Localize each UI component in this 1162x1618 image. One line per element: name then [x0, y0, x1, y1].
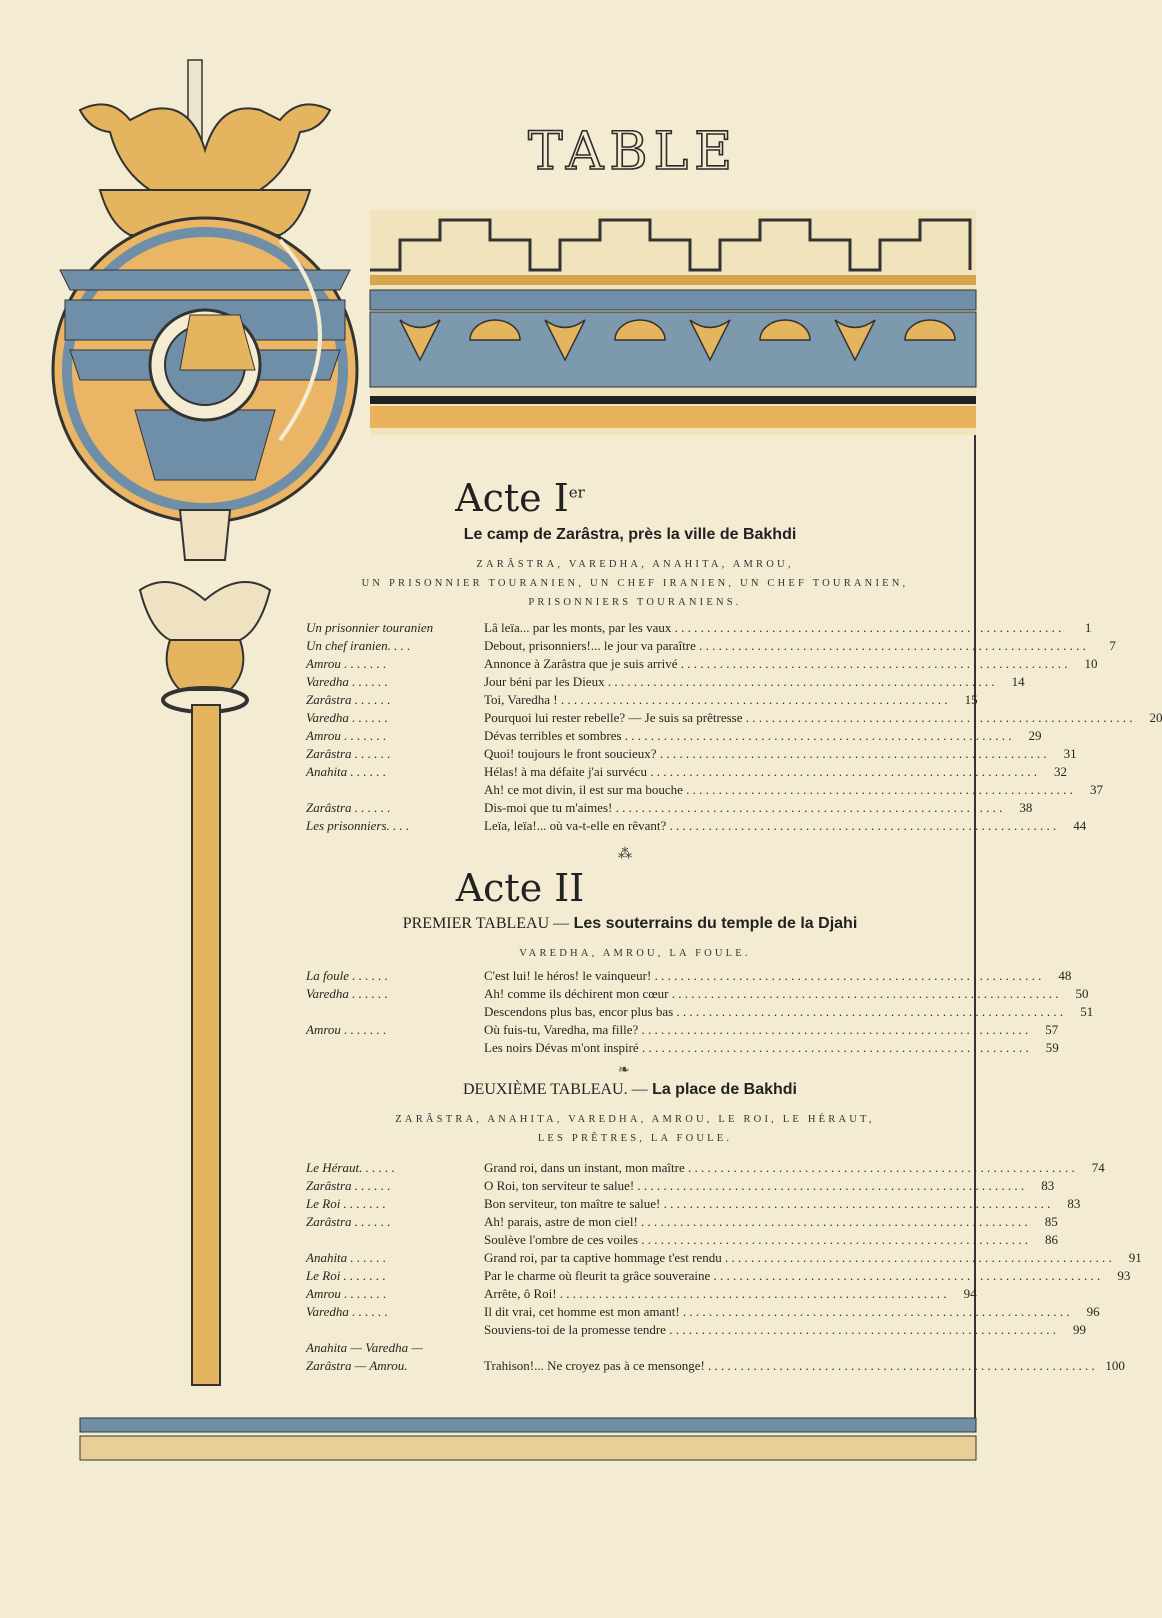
toc-entry[interactable] — [306, 1160, 1105, 1178]
page-number: 44 — [1073, 818, 1087, 833]
act-2-title: Acte II — [455, 866, 585, 910]
toc-entry[interactable] — [306, 620, 1092, 638]
toc-entry[interactable] — [306, 782, 1103, 800]
toc-entry[interactable] — [306, 1196, 1081, 1214]
toc-entry[interactable] — [306, 728, 1042, 746]
speaker: Zarâstra . . . . . . — [306, 692, 391, 707]
act-1-title: Acte I — [455, 476, 569, 520]
cast-line: ZARÂSTRA, ANAHITA, VAREDHA, AMROU, LE ROI, LE HÉRAUT, — [395, 1114, 875, 1125]
entry-line: O Roi, ton serviteur te salue! . . . . . . . . . . . . . . . . . . . . . . . . . . . . . . . . . . . . . . . . . . . . . . . . . . . . . . . . . . . . — [484, 1178, 1025, 1193]
tableau-label: PREMIER TABLEAU — — [402, 915, 570, 932]
page-number: 99 — [1072, 1322, 1086, 1337]
entry-line: Bon serviteur, ton maître te salue! . . . . . . . . . . . . . . . . . . . . . . . . . . . . . . . . . . . . . . . . . . . . . . . . . . . . . . . . . . . . — [484, 1196, 1051, 1211]
entry-line: Où fuis-tu, Varedha, ma fille? . . . . . . . . . . . . . . . . . . . . . . . . . . . . . . . . . . . . . . . . . . . . . . . . . . . . . . . . . . . . — [484, 1022, 1029, 1037]
entry-line: Debout, prisonniers!... le jour va paraître . . . . . . . . . . . . . . . . . . . . . . . . . . . . . . . . . . . . . . . . . . . . . . . . . . . . . . . . . . . . — [484, 638, 1086, 653]
speaker: La foule . . . . . . — [306, 968, 388, 983]
toc-entry[interactable] — [306, 764, 1067, 782]
toc-entry[interactable] — [306, 1022, 1059, 1040]
speaker: Amrou . . . . . . . — [306, 656, 387, 671]
page-number: 59 — [1045, 1040, 1059, 1055]
toc-entry[interactable] — [306, 710, 1162, 728]
entry-line: Pourquoi lui rester rebelle? — Je suis sa prêtresse . . . . . . . . . . . . . . . . . . . . . . . . . . . . . . . . . . . . . . . . . . . . . . . . . . . . . . . . . . . . — [484, 710, 1133, 725]
toc-entry[interactable] — [306, 1304, 1100, 1322]
act-1-ordinal-suffix: er — [568, 483, 585, 502]
speaker: Zarâstra . . . . . . — [306, 746, 391, 761]
page-number: 93 — [1117, 1268, 1131, 1283]
entry-line: Jour béni par les Dieux . . . . . . . . . . . . . . . . . . . . . . . . . . . . . . . . . . . . . . . . . . . . . . . . . . . . . . . . . . . . — [484, 674, 995, 689]
toc-entry[interactable] — [306, 1178, 1055, 1196]
page-number: 57 — [1045, 1022, 1059, 1037]
toc-entry[interactable] — [306, 800, 1033, 818]
entry-line: Grand roi, dans un instant, mon maître . . . . . . . . . . . . . . . . . . . . . . . . . . . . . . . . . . . . . . . . . . . . . . . . . . . . . . . . . . . . — [484, 1160, 1075, 1175]
toc-entry[interactable] — [306, 1286, 977, 1304]
speaker: Amrou . . . . . . . — [306, 1022, 387, 1037]
entry-line: Grand roi, par ta captive hommage t'est rendu . . . . . . . . . . . . . . . . . . . . . . . . . . . . . . . . . . . . . . . . . . . . . . . . . . . . . . . . . . . . — [484, 1250, 1112, 1265]
entry-line: Il dit vrai, cet homme est mon amant! . . . . . . . . . . . . . . . . . . . . . . . . . . . . . . . . . . . . . . . . . . . . . . . . . . . . . . . . . . . . — [484, 1304, 1070, 1319]
speaker: Le Roi . . . . . . . — [306, 1268, 386, 1283]
cast-line: LES PRÊTRES, LA FOULE. — [537, 1133, 733, 1144]
speaker: Amrou . . . . . . . — [306, 1286, 387, 1301]
section-ornament: ⁂ — [618, 847, 632, 862]
page-number: 50 — [1075, 986, 1089, 1001]
speaker: Anahita . . . . . . — [306, 1250, 387, 1265]
tableau-2-cast — [290, 1110, 980, 1148]
page-number: 91 — [1128, 1250, 1142, 1265]
toc-entry[interactable] — [306, 818, 1087, 836]
bottom-border — [80, 1418, 976, 1466]
toc-entry[interactable] — [306, 1232, 1058, 1250]
entry-line: Lâ leïa... par les monts, par les vaux . . . . . . . . . . . . . . . . . . . . . . . . . . . . . . . . . . . . . . . . . . . . . . . . . . . . . . . . . . . . — [484, 620, 1062, 635]
speaker: Zarâstra . . . . . . — [306, 1178, 391, 1193]
page-number: 15 — [964, 692, 978, 707]
page-title: TABLE — [528, 122, 739, 182]
act-2-heading — [0, 866, 1040, 910]
act-1-cast — [290, 555, 980, 612]
cast-line: PRISONNIERS TOURANIENS. — [528, 597, 742, 608]
decorative-frieze — [370, 210, 976, 435]
page-number: 86 — [1044, 1232, 1058, 1247]
entry-line: Arrête, ô Roi! . . . . . . . . . . . . . . . . . . . . . . . . . . . . . . . . . . . . . . . . . . . . . . . . . . . . . . . . . . . . — [484, 1286, 947, 1301]
toc-entry[interactable] — [306, 692, 978, 710]
toc-entry[interactable] — [306, 1340, 958, 1358]
entry-line: Ah! comme ils déchirent mon cœur . . . . . . . . . . . . . . . . . . . . . . . . . . . . . . . . . . . . . . . . . . . . . . . . . . . . . . . . . . . . — [484, 986, 1059, 1001]
entry-line: Descendons plus bas, encor plus bas . . . . . . . . . . . . . . . . . . . . . . . . . . . . . . . . . . . . . . . . . . . . . . . . . . . . . . . . . . . . — [484, 1004, 1064, 1019]
speaker: Varedha . . . . . . — [306, 710, 388, 725]
speaker: Un prisonnier touranien — [306, 620, 434, 635]
page-number: 48 — [1058, 968, 1072, 983]
speaker: Le Roi . . . . . . . — [306, 1196, 386, 1211]
speaker: Anahita — Varedha — — [306, 1340, 423, 1355]
toc-entry[interactable] — [306, 968, 1072, 986]
toc-entry[interactable] — [306, 638, 1116, 656]
toc-entry[interactable] — [306, 1004, 1094, 1022]
page-number: 32 — [1053, 764, 1067, 779]
page-number: 85 — [1044, 1214, 1058, 1229]
tableau-scene: Les souterrains du temple de la Djahi — [573, 915, 858, 932]
speaker: Zarâstra . . . . . . — [306, 1214, 391, 1229]
entry-line: C'est lui! le héros! le vainqueur! . . . . . . . . . . . . . . . . . . . . . . . . . . . . . . . . . . . . . . . . . . . . . . . . . . . . . . . . . . . . — [484, 968, 1042, 983]
cast-line: UN PRISONNIER TOURANIEN, UN CHEF IRANIEN, UN CHEF TOURANIEN, — [361, 578, 909, 589]
entry-line: Soulève l'ombre de ces voiles . . . . . . . . . . . . . . . . . . . . . . . . . . . . . . . . . . . . . . . . . . . . . . . . . . . . . . . . . . . . — [484, 1232, 1028, 1247]
toc-entry[interactable] — [306, 1268, 1131, 1286]
entry-line: Souviens-toi de la promesse tendre . . . . . . . . . . . . . . . . . . . . . . . . . . . . . . . . . . . . . . . . . . . . . . . . . . . . . . . . . . . . — [484, 1322, 1056, 1337]
page-number: 37 — [1089, 782, 1103, 797]
speaker: Varedha . . . . . . — [306, 674, 388, 689]
speaker: Zarâstra — Amrou. — [306, 1358, 408, 1373]
page-number: 74 — [1091, 1160, 1105, 1175]
toc-entry[interactable] — [306, 674, 1025, 692]
speaker: Anahita . . . . . . — [306, 764, 387, 779]
tableau-1-title — [290, 915, 970, 933]
act-1-heading — [0, 476, 1040, 520]
tableau-scene: La place de Bakhdi — [652, 1081, 797, 1098]
entry-line: Toi, Varedha ! . . . . . . . . . . . . . . . . . . . . . . . . . . . . . . . . . . . . . . . . . . . . . . . . . . . . . . . . . . . . — [484, 692, 948, 707]
toc-entry[interactable] — [306, 746, 1077, 764]
page-number: 83 — [1067, 1196, 1081, 1211]
entry-line: Leïa, leïa!... où va-t-elle en rêvant? . . . . . . . . . . . . . . . . . . . . . . . . . . . . . . . . . . . . . . . . . . . . . . . . . . . . . . . . . . . . — [484, 818, 1057, 833]
page-number: 10 — [1084, 656, 1098, 671]
speaker: Varedha . . . . . . — [306, 1304, 388, 1319]
page-number: 29 — [1028, 728, 1042, 743]
toc-entry[interactable] — [306, 1040, 1059, 1058]
entry-line: Dis-moi que tu m'aimes! . . . . . . . . . . . . . . . . . . . . . . . . . . . . . . . . . . . . . . . . . . . . . . . . . . . . . . . . . . . . — [484, 800, 1003, 815]
toc-entry[interactable] — [306, 1250, 1142, 1268]
page-number: 100 — [1105, 1358, 1125, 1373]
act-1-entries — [306, 620, 1162, 836]
tableau-2-entries — [306, 1160, 1142, 1376]
cast-line: VAREDHA, AMROU, LA FOULE. — [519, 948, 751, 959]
page-number: 94 — [963, 1286, 977, 1301]
entry-line: Par le charme où fleurit ta grâce souveraine . . . . . . . . . . . . . . . . . . . . . . . . . . . . . . . . . . . . . . . . . . . . . . . . . . . . . . . . . . . . — [484, 1268, 1101, 1283]
entry-line: Trahison!... Ne croyez pas à ce mensonge! . . . . . . . . . . . . . . . . . . . . . . . . . . . . . . . . . . . . . . . . . . . . . . . . . . . . . . . . . . . . — [484, 1358, 1095, 1373]
page-number: 7 — [1109, 638, 1116, 653]
speaker: Les prisonniers. . . . — [306, 818, 410, 833]
page-number: 51 — [1080, 1004, 1094, 1019]
speaker: Le Héraut. . . . . . — [306, 1160, 395, 1175]
toc-entry[interactable] — [306, 656, 1098, 674]
speaker: Amrou . . . . . . . — [306, 728, 387, 743]
toc-entry[interactable] — [306, 1358, 1125, 1376]
speaker: Un chef iranien. . . . — [306, 638, 411, 653]
page-number: 31 — [1063, 746, 1077, 761]
entry-line: Les noirs Dévas m'ont inspiré . . . . . . . . . . . . . . . . . . . . . . . . . . . . . . . . . . . . . . . . . . . . . . . . . . . . . . . . . . . . — [484, 1040, 1029, 1055]
toc-entry[interactable] — [306, 1322, 1086, 1340]
speaker: Zarâstra . . . . . . — [306, 800, 391, 815]
entry-line: Hélas! à ma défaite j'ai survécu . . . . . . . . . . . . . . . . . . . . . . . . . . . . . . . . . . . . . . . . . . . . . . . . . . . . . . . . . . . . — [484, 764, 1037, 779]
tableau-2-title — [290, 1081, 970, 1099]
tableau-1-cast — [290, 944, 980, 963]
page-number: 20 — [1149, 710, 1162, 725]
speaker: Varedha . . . . . . — [306, 986, 388, 1001]
toc-entry[interactable] — [306, 1214, 1058, 1232]
toc-entry[interactable] — [306, 986, 1089, 1004]
act-1-scene: Le camp de Zarâstra, près la ville de Bakhdi — [463, 526, 797, 543]
cast-line: ZARÂSTRA, VAREDHA, ANAHITA, AMROU, — [476, 559, 794, 570]
entry-line: Dévas terribles et sombres . . . . . . . . . . . . . . . . . . . . . . . . . . . . . . . . . . . . . . . . . . . . . . . . . . . . . . . . . . . . — [484, 728, 1012, 743]
tableau-1-entries — [306, 968, 1094, 1058]
entry-line: Ah! parais, astre de mon ciel! . . . . . . . . . . . . . . . . . . . . . . . . . . . . . . . . . . . . . . . . . . . . . . . . . . . . . . . . . . . . — [484, 1214, 1028, 1229]
page-number: 1 — [1084, 620, 1092, 635]
tableau-label: DEUXIÈME TABLEAU. — — [462, 1081, 648, 1098]
section-ornament: ❧ — [618, 1063, 630, 1078]
page-number: 96 — [1086, 1304, 1100, 1319]
page-number: 83 — [1041, 1178, 1055, 1193]
entry-line: Annonce à Zarâstra que je suis arrivé . . . . . . . . . . . . . . . . . . . . . . . . . . . . . . . . . . . . . . . . . . . . . . . . . . . . . . . . . . . . — [484, 656, 1068, 671]
page-number: 14 — [1011, 674, 1025, 689]
page-number: 38 — [1019, 800, 1033, 815]
entry-line: Ah! ce mot divin, il est sur ma bouche . . . . . . . . . . . . . . . . . . . . . . . . . . . . . . . . . . . . . . . . . . . . . . . . . . . . . . . . . . . . — [484, 782, 1073, 797]
entry-line: Quoi! toujours le front soucieux? . . . . . . . . . . . . . . . . . . . . . . . . . . . . . . . . . . . . . . . . . . . . . . . . . . . . . . . . . . . . — [484, 746, 1047, 761]
